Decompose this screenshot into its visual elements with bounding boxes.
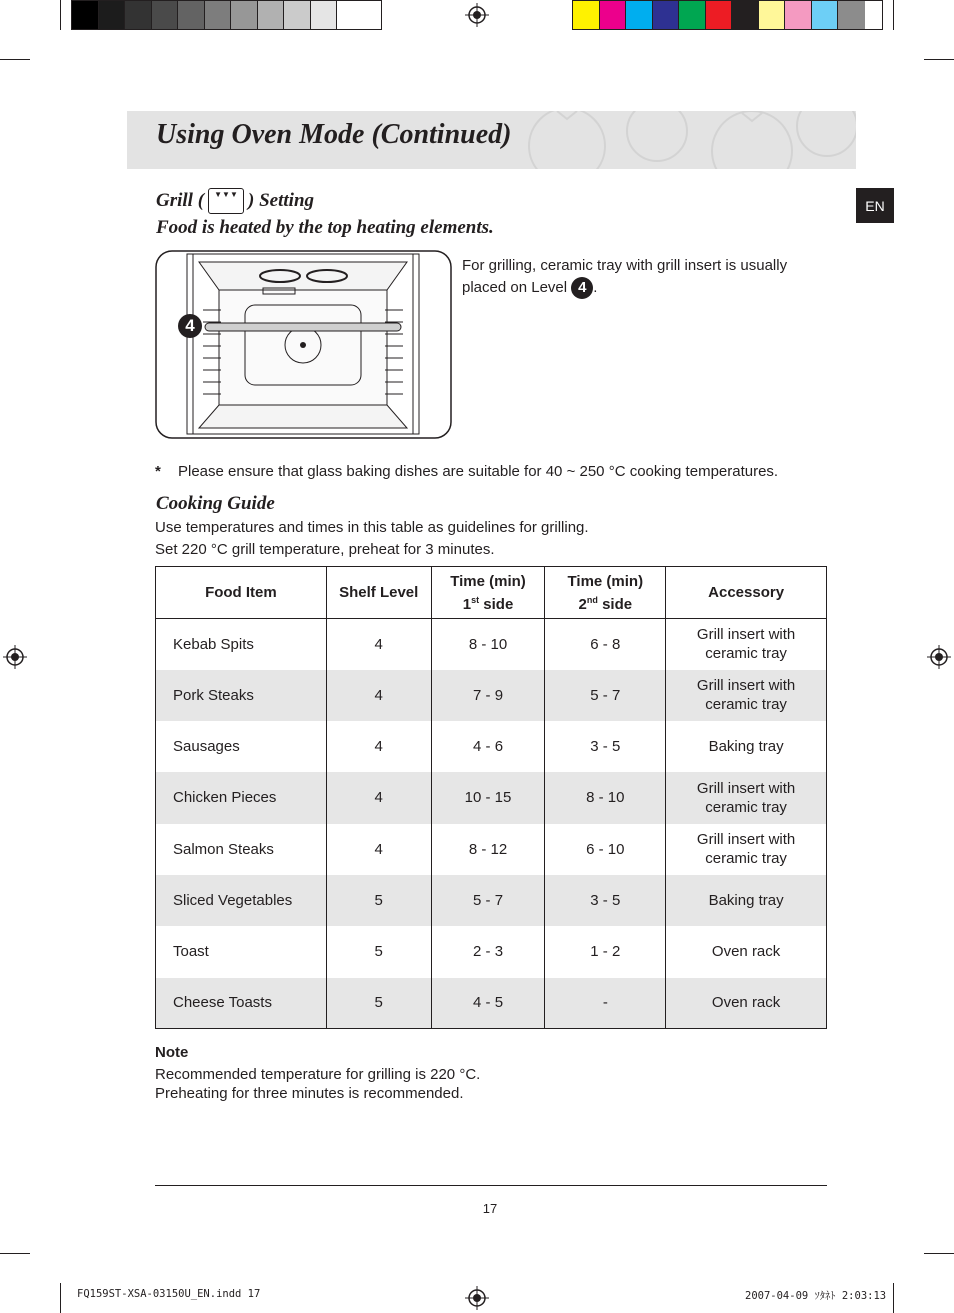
page-title: Using Oven Mode (Continued) xyxy=(156,119,512,150)
registration-mark-icon xyxy=(465,1286,489,1310)
table-row xyxy=(156,875,827,926)
accessory-line: Grill insert with xyxy=(696,625,796,643)
level-badge: 4 xyxy=(571,277,593,299)
cooking-guide-table xyxy=(155,566,827,1029)
color-swatch xyxy=(653,1,680,29)
header-time-label: Time (min) xyxy=(450,572,526,590)
process-color-bar xyxy=(572,0,883,30)
header-food-item: Food Item xyxy=(156,567,327,619)
oven-caption-end: . xyxy=(593,279,598,296)
accessory-line: Oven rack xyxy=(711,943,781,961)
crop-mark xyxy=(0,1253,30,1254)
accessory-cell xyxy=(666,721,827,772)
food-item-cell: Kebab Spits xyxy=(156,619,327,670)
color-swatch xyxy=(732,1,759,29)
slug-left: FQ159ST-XSA-03150U_EN.indd 17 xyxy=(77,1288,261,1300)
header-side-number: 2 xyxy=(578,595,587,613)
crop-mark xyxy=(924,1253,954,1254)
footnote xyxy=(155,463,778,480)
tomato-decoration-icon xyxy=(507,111,856,169)
time-first-side-cell: 10 - 15 xyxy=(431,772,545,823)
footnote-star: * xyxy=(155,463,161,480)
food-item-cell: Salmon Steaks xyxy=(156,824,327,875)
crop-mark xyxy=(893,0,894,30)
header-side-word: side xyxy=(602,595,633,613)
food-item-cell: Toast xyxy=(156,926,327,977)
color-swatch xyxy=(125,1,152,29)
table-row xyxy=(156,721,827,772)
crop-mark xyxy=(0,59,30,60)
shelf-level-cell: 4 xyxy=(326,824,431,875)
registration-mark-icon xyxy=(3,645,27,669)
color-swatch xyxy=(152,1,179,29)
accessory-line: ceramic tray xyxy=(705,696,787,714)
food-item-cell: Cheese Toasts xyxy=(156,978,327,1029)
language-tab: EN xyxy=(856,188,894,223)
color-swatch xyxy=(838,1,865,29)
shelf-level-cell: 5 xyxy=(326,926,431,977)
table-row xyxy=(156,670,827,721)
color-swatch xyxy=(284,1,311,29)
page-number: 17 xyxy=(482,1201,498,1216)
color-swatch xyxy=(72,1,99,29)
guide-line-2: Set 220 °C grill temperature, preheat for 3 minutes. xyxy=(155,541,495,558)
note-line-1: Recommended temperature for grilling is 220 °C. xyxy=(155,1066,481,1083)
color-swatch xyxy=(311,1,338,29)
color-swatch xyxy=(785,1,812,29)
oven-caption-text: For grilling, ceramic tray with grill insert is usually placed on Level xyxy=(462,257,788,296)
grayscale-color-bar xyxy=(71,0,382,30)
time-first-side-cell: 5 - 7 xyxy=(431,875,545,926)
table-header-row xyxy=(156,567,827,619)
table-row xyxy=(156,824,827,875)
shelf-level-cell: 4 xyxy=(326,670,431,721)
color-swatch xyxy=(258,1,285,29)
color-swatch xyxy=(706,1,733,29)
header-time-label: Time (min) xyxy=(567,572,644,590)
footer-rule xyxy=(155,1185,827,1186)
accessory-cell xyxy=(666,875,827,926)
time-second-side-cell: 1 - 2 xyxy=(545,926,666,977)
time-second-side-cell: 3 - 5 xyxy=(545,721,666,772)
header-accessory: Accessory xyxy=(666,567,827,619)
accessory-cell xyxy=(666,619,827,670)
color-swatch xyxy=(626,1,653,29)
time-second-side-cell: 6 - 10 xyxy=(545,824,666,875)
header-side-suffix: nd xyxy=(586,594,598,605)
time-first-side-cell: 8 - 12 xyxy=(431,824,545,875)
time-second-side-cell: - xyxy=(545,978,666,1029)
time-first-side-cell: 7 - 9 xyxy=(431,670,545,721)
header-band xyxy=(127,111,856,169)
table-row xyxy=(156,978,827,1029)
grill-icon: ▼▼▼ xyxy=(208,188,244,214)
color-swatch xyxy=(99,1,126,29)
cooking-guide-heading: Cooking Guide xyxy=(156,493,275,514)
food-item-cell: Sliced Vegetables xyxy=(156,875,327,926)
crop-mark xyxy=(60,1283,61,1313)
food-heated-heading: Food is heated by the top heating elements. xyxy=(156,217,494,238)
food-item-cell: Pork Steaks xyxy=(156,670,327,721)
shelf-level-cell: 4 xyxy=(326,772,431,823)
footnote-text: Please ensure that glass baking dishes are suitable for 40 ~ 250 °C cooking temperatures. xyxy=(178,463,779,480)
crop-mark xyxy=(924,59,954,60)
table-row xyxy=(156,619,827,670)
time-second-side-cell: 6 - 8 xyxy=(545,619,666,670)
header-time-first-side xyxy=(431,567,545,619)
shelf-level-cell: 5 xyxy=(326,978,431,1029)
color-swatch xyxy=(178,1,205,29)
header-time-second-side xyxy=(545,567,666,619)
shelf-level-cell: 5 xyxy=(326,875,431,926)
accessory-cell xyxy=(666,978,827,1029)
crop-mark xyxy=(60,0,61,30)
accessory-line: ceramic tray xyxy=(705,799,787,817)
food-item-cell: Chicken Pieces xyxy=(156,772,327,823)
header-side-number: 1 xyxy=(462,595,472,613)
level-4-marker: 4 xyxy=(178,314,202,338)
time-first-side-cell: 8 - 10 xyxy=(431,619,545,670)
accessory-line: ceramic tray xyxy=(705,850,787,868)
accessory-line: ceramic tray xyxy=(705,645,787,663)
table-row xyxy=(156,772,827,823)
color-swatch xyxy=(231,1,258,29)
registration-mark-icon xyxy=(927,645,951,669)
note-line-2: Preheating for three minutes is recommended. xyxy=(155,1085,464,1102)
header-side-word: side xyxy=(483,595,514,613)
guide-line-1: Use temperatures and times in this table as guidelines for grilling. xyxy=(155,519,589,536)
accessory-cell xyxy=(666,926,827,977)
grill-setting-heading xyxy=(156,188,314,214)
shelf-level-cell: 4 xyxy=(326,619,431,670)
accessory-cell xyxy=(666,670,827,721)
accessory-line: Grill insert with xyxy=(696,676,796,694)
note-title: Note xyxy=(155,1044,189,1061)
time-first-side-cell: 4 - 6 xyxy=(431,721,545,772)
time-second-side-cell: 8 - 10 xyxy=(545,772,666,823)
color-swatch xyxy=(600,1,627,29)
oven-interior-illustration xyxy=(155,250,452,439)
accessory-cell xyxy=(666,772,827,823)
color-swatch xyxy=(573,1,600,29)
crop-mark xyxy=(893,1283,894,1313)
time-second-side-cell: 5 - 7 xyxy=(545,670,666,721)
accessory-line: Grill insert with xyxy=(696,779,796,797)
color-swatch xyxy=(812,1,839,29)
grill-heading-suffix: ) Setting xyxy=(248,190,315,211)
accessory-line: Grill insert with xyxy=(696,830,796,848)
accessory-line: Baking tray xyxy=(708,737,784,755)
shelf-level-cell: 4 xyxy=(326,721,431,772)
time-first-side-cell: 2 - 3 xyxy=(431,926,545,977)
registration-mark-icon xyxy=(465,3,489,27)
time-first-side-cell: 4 - 5 xyxy=(431,978,545,1029)
accessory-cell xyxy=(666,824,827,875)
oven-caption xyxy=(462,255,832,299)
slug-right: 2007-04-09 ｿﾀﾈﾄ 2:03:13 xyxy=(745,1290,887,1302)
header-shelf-level: Shelf Level xyxy=(326,567,431,619)
grill-heading-prefix: Grill ( xyxy=(156,190,205,211)
color-swatch xyxy=(759,1,786,29)
color-swatch xyxy=(337,1,364,29)
color-swatch xyxy=(679,1,706,29)
table-row xyxy=(156,926,827,977)
color-swatch xyxy=(205,1,232,29)
accessory-line: Baking tray xyxy=(708,891,784,909)
food-item-cell: Sausages xyxy=(156,721,327,772)
accessory-line: Oven rack xyxy=(711,994,781,1012)
header-side-suffix: st xyxy=(471,594,480,605)
time-second-side-cell: 3 - 5 xyxy=(545,875,666,926)
